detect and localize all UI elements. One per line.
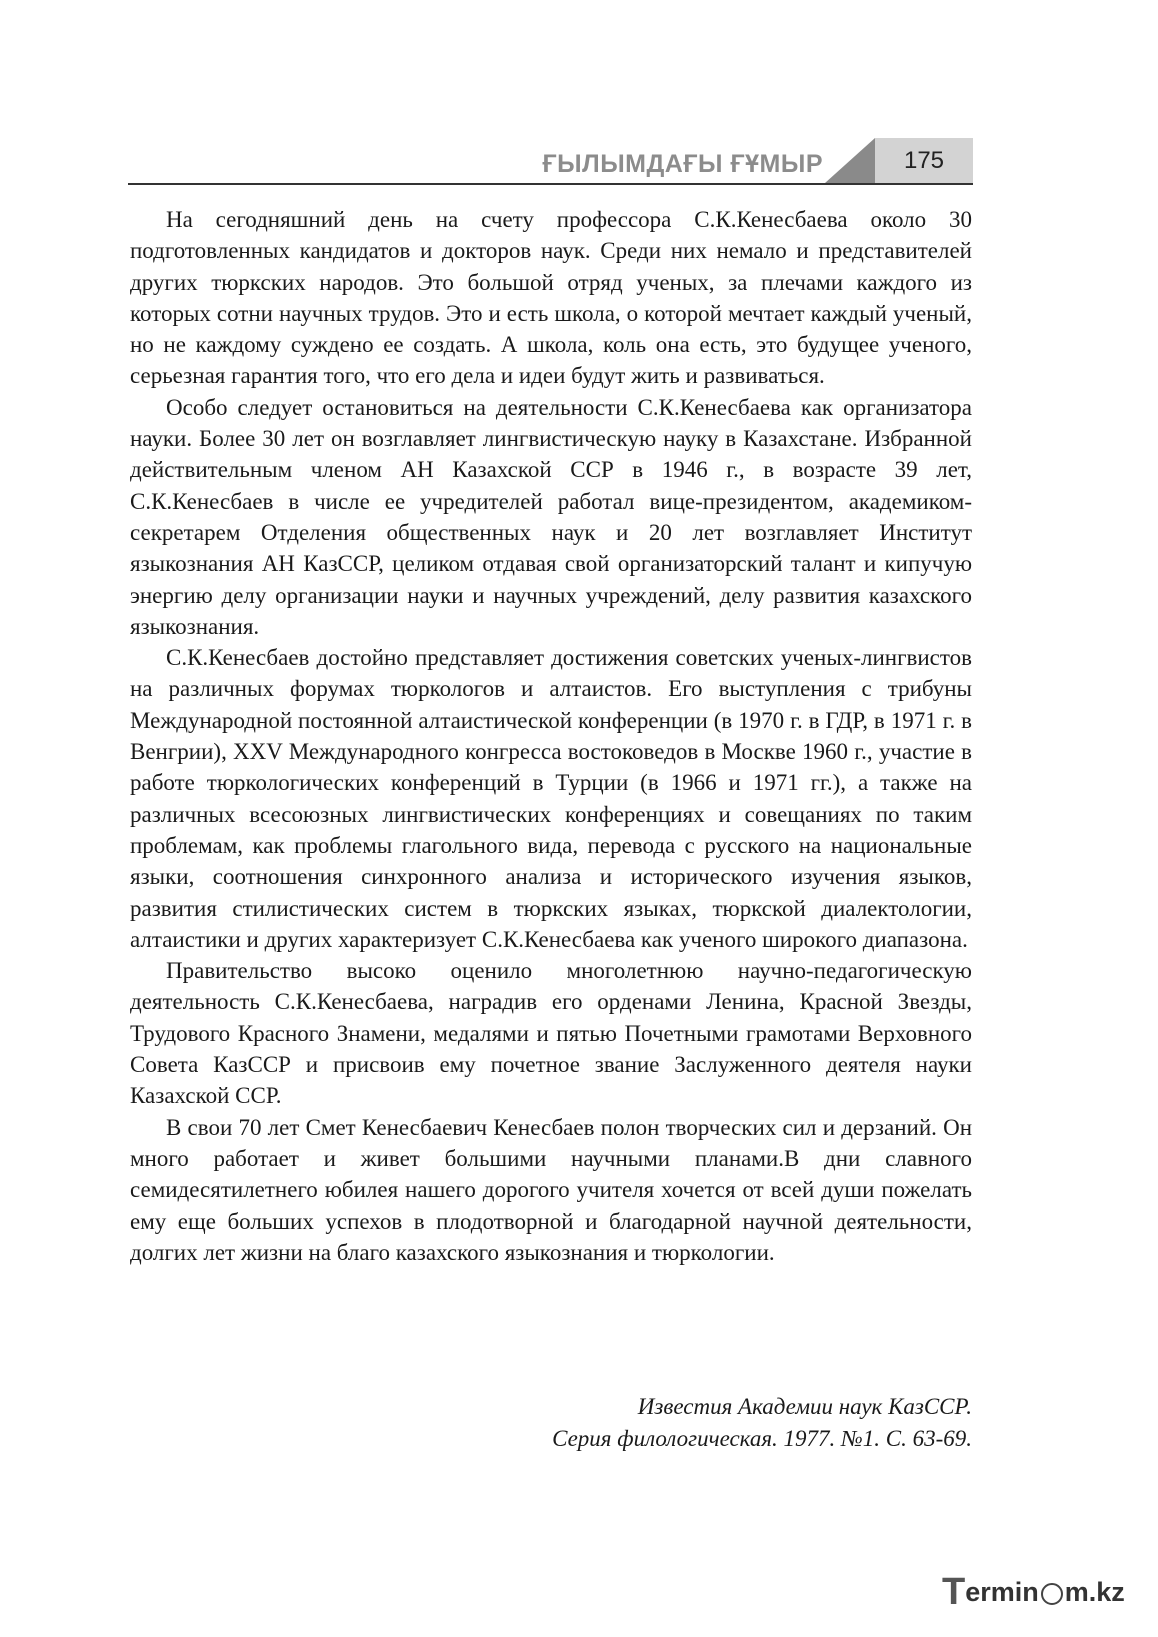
watermark-t-glyph: T	[942, 1571, 966, 1613]
watermark-text-ermin: ermin	[965, 1577, 1039, 1607]
watermark-circle-icon	[1041, 1583, 1063, 1605]
header-rule	[128, 183, 973, 185]
running-header	[128, 138, 973, 188]
paragraph-2: Особо следует остановиться на деятельности С.К.Кенесбаева как организатора науки. Более 30 лет он возглавляет лингвистическую науку в Казахстане. Избранной действительным членом АН Казахской ССР в 1946 г., в возрасте 39 лет, С.К.Кенесбаев в числе ее учредителей работал вице-президентом, академиком-секретарем Отделения общественных наук и 20 лет возглавляет Институт языкознания АН КазССР, целиком отдавая свой организаторский талант и кипучую энергию делу организации науки и научных учреждений, делу развития казахского языкознания.	[130, 394, 972, 639]
source-citation	[552, 1391, 972, 1454]
section-title: ҒЫЛЫМДАҒЫ ҒҰМЫР	[542, 150, 823, 178]
watermark-text-domain: m.kz	[1064, 1577, 1125, 1607]
paragraph-5: В свои 70 лет Смет Кенесбаевич Кенесбаев полон творческих сил и дерзаний. Он много работает и живет большими научными планами.В дни славного семидесятилетнего юбилея нашего дорогого учителя хочется от всей души пожелать ему еще больших успехов в плодотворной и благодарной научной деятельности, долгих лет жизни на благо казахского языкознания и тюркологии.	[130, 1114, 972, 1265]
citation-line-1: Известия Академии наук КазССР.	[637, 1394, 972, 1419]
header-wedge-decoration	[825, 138, 875, 183]
citation-line-2: Серия филологическая. 1977. №1. С. 63-69.	[552, 1425, 972, 1451]
page-number: 175	[875, 138, 973, 183]
main-text	[130, 204, 972, 1268]
paragraph-4: Правительство высоко оценило многолетнюю научно-педагогическую деятельность С.К.Кенесбаева, наградив его орденами Ленина, Красной Звезды, Трудового Красного Знамени, медалями и пятью Почетными грамотами Верховного Совета КазССР и присвоив ему почетное звание Заслуженного деятеля науки Казахской ССР.	[130, 958, 972, 1109]
paragraph-3: С.К.Кенесбаев достойно представляет достижения советских ученых-лингвистов на различных форумах тюркологов и алтаистов. Его выступления с трибуны Международной постоянной алтаистической конференции (в 1970 г. в ГДР, в 1971 г. в Венгрии), XXV Международного конгресса востоковедов в Москве 1960 г., участие в работе тюркологических конференций в Турции (в 1966 и 1971 гг.), а также на различных всесоюзных лингвистических конференциях и совещаниях по таким проблемам, как проблемы глагольного вида, перевода с русского на национальные языки, соотношения синхронного анализа и исторического изучения языков, развития стилистических систем в тюркских языках, тюркской диалектологии, алтаистики и других характеризует С.К.Кенесбаева как ученого широкого диапазона.	[130, 645, 972, 952]
site-watermark-logo	[942, 1571, 1125, 1613]
paragraph-1: На сегодняшний день на счету профессора С.К.Кенесбаева около 30 подготовленных кандидатов и докторов наук. Среди них немало и представителей других тюркских народов. Это большой отряд ученых, за плечами каждого из которых сотни научных трудов. Это и есть школа, о которой мечтает каждый ученый, но не каждому суждено ее создать. А школа, коль она есть, это будущее ученого, серьезная гарантия того, что его дела и идеи будут жить и развиваться.	[130, 207, 972, 389]
